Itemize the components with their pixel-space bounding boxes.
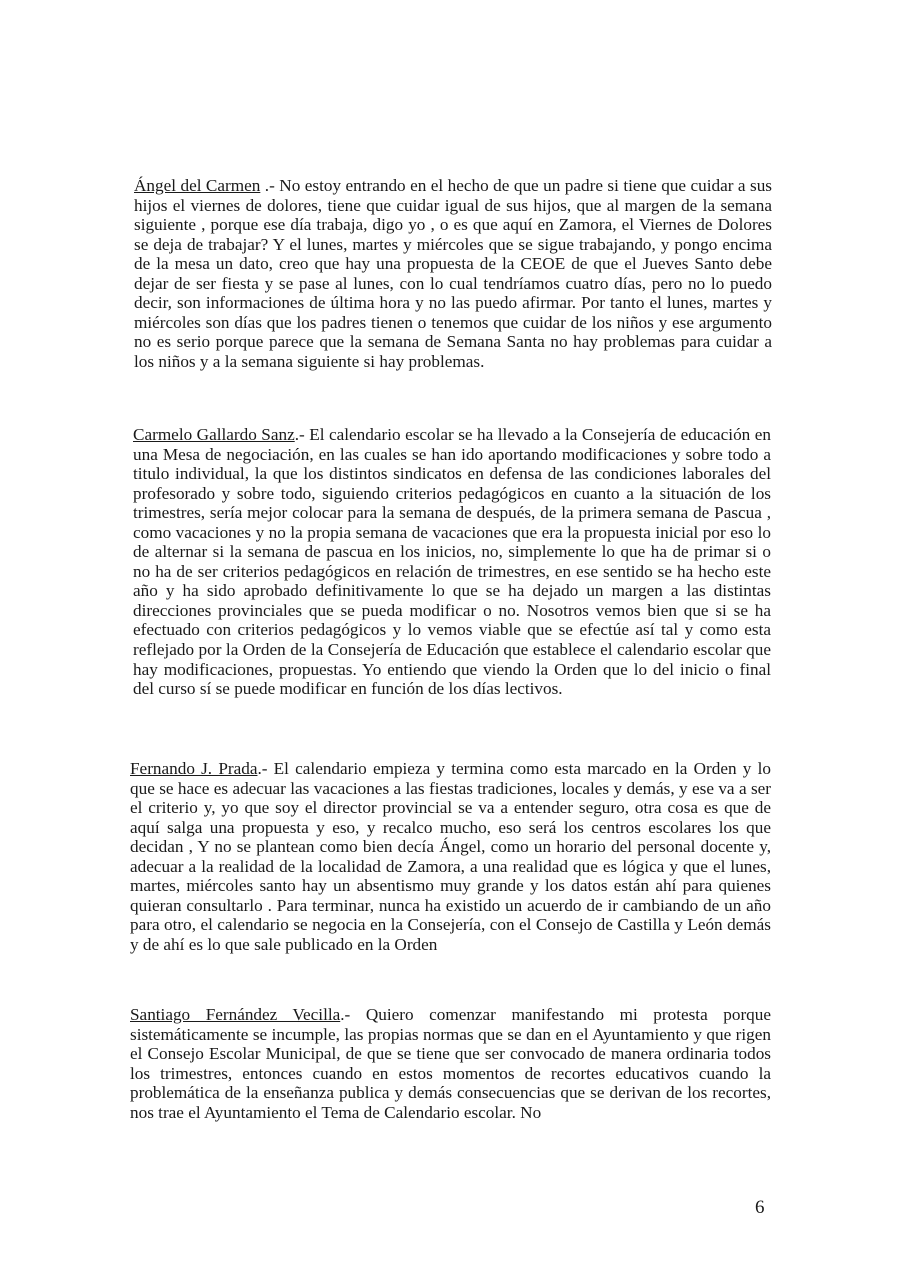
page-number: 6 bbox=[755, 1197, 765, 1218]
paragraph-fernando-j-prada bbox=[130, 759, 771, 954]
paragraph-text: .- El calendario escolar se ha llevado a la Consejería de educación en una Mesa de negociación, en las cuales se han ido aportando modificaciones y sobre todo a titulo individual, la que los distintos sindicatos en defensa de las condiciones laborales del profesorado y sobre todo, siguiendo criterios pedagógicos en cuanto a la situación de los trimestres, sería mejor colocar para la semana de después, de la primera semana de Pascua , como vacaciones y no la propia semana de vacaciones que era la propuesta inicial por eso lo de alternar si la semana de pascua en los inicios, no, simplemente lo que ha de primar si o no ha de ser criterios pedagógicos en relación de trimestres, en ese sentido se ha hecho este año y ha sido aprobado definitivamente lo que se ha dejado un margen a las distintas direcciones provinciales que se pueda modificar o no. Nosotros vemos bien que si se ha efectuado con criterios pedagógicos y lo vemos viable que se efectúe así tal y como esta reflejado por la Orden de la Consejería de Educación que establece el calendario escolar que hay modificaciones, propuestas. Yo entiendo que viendo la Orden que lo del inicio o final del curso sí se puede modificar en función de los días lectivos. bbox=[133, 425, 771, 699]
speaker-name: Fernando J. Prada bbox=[130, 759, 258, 778]
paragraph-carmelo-gallardo-sanz bbox=[133, 425, 771, 699]
speaker-name: Ángel del Carmen bbox=[134, 176, 261, 195]
paragraph-text: .- El calendario empieza y termina como esta marcado en la Orden y lo que se hace es adecuar las vacaciones a las fiestas tradiciones, locales y demás, y ese va a ser el criterio y, yo que soy el director provincial se va a entender seguro, otra cosa es que de aquí salga una propuesta y eso, y recalco mucho, eso será los centros escolares los que decidan , Y no se plantean como bien decía Ángel, como un horario del personal docente y, adecuar a la realidad de la localidad de Zamora, a una realidad que es lógica y que el lunes, martes, miércoles santo hay un absentismo muy grande y los datos están ahí para quienes quieran consultarlo . Para terminar, nunca ha existido un acuerdo de ir cambiando de un año para otro, el calendario se negocia en la Consejería, con el Consejo de Castilla y León demás y de ahí es lo que sale publicado en la Orden bbox=[130, 759, 771, 954]
speaker-name: Carmelo Gallardo Sanz bbox=[133, 425, 295, 444]
paragraph-text: .- Quiero comenzar manifestando mi protesta porque sistemáticamente se incumple, las propias normas que se dan en el Ayuntamiento y que rigen el Consejo Escolar Municipal, de que se tiene que ser convocado de manera ordinaria todos los trimestres, entonces cuando en estos momentos de recortes educativos cuando la problemática de la enseñanza publica y demás consecuencias que se derivan de los recortes, nos trae el Ayuntamiento el Tema de Calendario escolar. No bbox=[130, 1005, 771, 1122]
paragraph-angel-del-carmen bbox=[134, 176, 772, 371]
paragraph-text: .- No estoy entrando en el hecho de que un padre si tiene que cuidar a sus hijos el viernes de dolores, tiene que cuidar igual de sus hijos, que al margen de la semana siguiente , porque ese día trabaja, digo yo , o es que aquí en Zamora, el Viernes de Dolores se deja de trabajar? Y el lunes, martes y miércoles que se sigue trabajando, y pongo encima de la mesa un dato, creo que hay una propuesta de la CEOE de que el Jueves Santo debe dejar de ser fiesta y se pase al lunes, con lo cual tendríamos cuatro días, pero no lo puedo decir, son informaciones de última hora y no las puedo afirmar. Por tanto el lunes, martes y miércoles son días que los padres tienen o tenemos que cuidar de los niños y ese argumento no es serio porque parece que la semana de Semana Santa no hay problemas para cuidar a los niños y a la semana siguiente si hay problemas. bbox=[134, 176, 772, 371]
paragraph-santiago-fernandez-vecilla bbox=[130, 1005, 771, 1122]
speaker-name: Santiago Fernández Vecilla bbox=[130, 1005, 341, 1024]
